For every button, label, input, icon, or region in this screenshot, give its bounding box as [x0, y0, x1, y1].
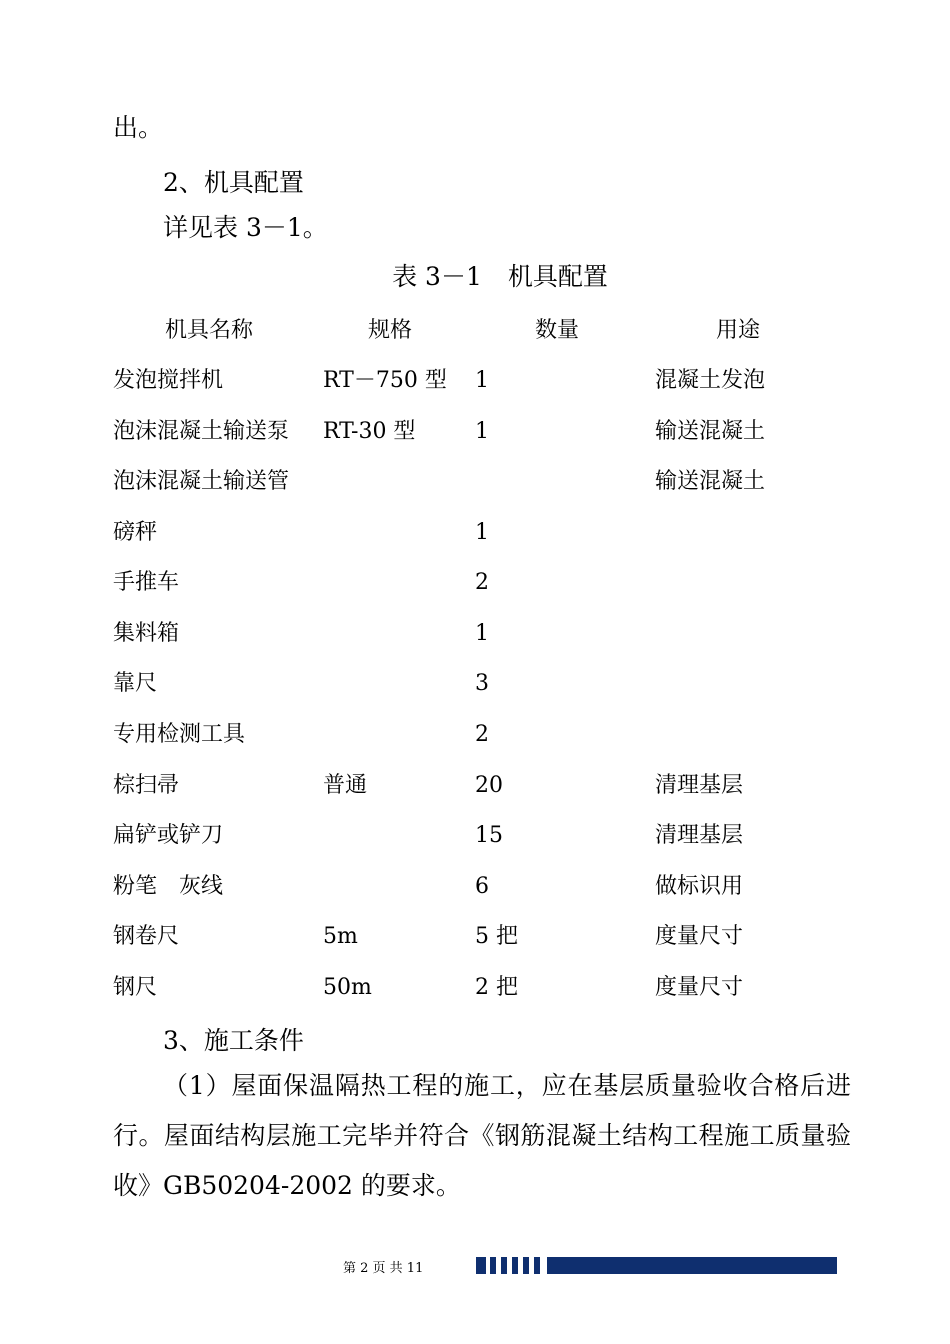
cell-quantity: 1 [475, 621, 489, 646]
table-row [0, 619, 950, 649]
cell-name: 泡沫混凝土输送管 [113, 469, 290, 494]
header-name: 机具名称 [165, 318, 254, 343]
table-caption-title: 机具配置 [507, 262, 608, 291]
cell-quantity: 2 把 [475, 975, 518, 1000]
cell-quantity: 2 [475, 570, 489, 595]
table-row [0, 771, 950, 801]
table-row [0, 872, 950, 902]
table-row [0, 821, 950, 851]
cell-quantity: 2 [475, 722, 489, 747]
page-number: 第 2 页 共 11 [343, 1261, 424, 1276]
cell-quantity: 6 [475, 874, 489, 899]
cell-quantity: 1 [475, 520, 489, 545]
table-row [0, 973, 950, 1003]
line-continuation: 出。 [113, 113, 164, 142]
cell-spec: 50m [323, 975, 372, 1000]
cell-quantity: 1 [475, 419, 489, 444]
table-header-row [0, 316, 950, 346]
cell-name: 磅秤 [113, 520, 158, 545]
cell-name: 集料箱 [113, 621, 180, 646]
cell-spec: 5m [323, 924, 358, 949]
cell-name: 专用检测工具 [113, 722, 246, 747]
cell-usage: 输送混凝土 [655, 419, 766, 444]
section-2-title: 2、机具配置 [163, 168, 304, 197]
footer-bar-stripe [476, 1257, 486, 1274]
cell-spec: RT－750 型 [323, 368, 447, 393]
header-spec: 规格 [368, 318, 413, 343]
header-quantity: 数量 [535, 318, 580, 343]
cell-quantity: 3 [475, 671, 489, 696]
cell-usage: 输送混凝土 [655, 469, 766, 494]
footer-bar-stripe [523, 1257, 529, 1274]
cell-quantity: 20 [475, 773, 503, 798]
cell-name: 扁铲或铲刀 [113, 823, 224, 848]
footer-bar-stripe [490, 1257, 496, 1274]
footer-bar-stripe [501, 1257, 507, 1274]
section-2-reference: 详见表 3－1。 [163, 213, 328, 242]
footer-bar-stripe [547, 1257, 837, 1274]
cell-usage: 清理基层 [655, 823, 744, 848]
table-row [0, 518, 950, 548]
cell-name: 棕扫帚 [113, 773, 180, 798]
footer-decorative-bar [476, 1257, 837, 1274]
cell-usage: 度量尺寸 [655, 975, 744, 1000]
cell-name: 粉笔 灰线 [113, 874, 224, 899]
cell-usage: 做标识用 [655, 874, 744, 899]
paragraph-3-1: （1）屋面保温隔热工程的施工，应在基层质量验收合格后进行。屋面结构层施工完毕并符合《钢筋混凝土结构工程施工质量验收》GB50204-2002 的要求。 [113, 1071, 851, 1200]
table-caption [0, 262, 950, 292]
cell-name: 钢卷尺 [113, 924, 180, 949]
table-row [0, 669, 950, 699]
footer-bar-stripe [534, 1257, 540, 1274]
cell-name: 靠尺 [113, 671, 158, 696]
cell-usage: 混凝土发泡 [655, 368, 766, 393]
cell-spec: 普通 [323, 773, 368, 798]
cell-quantity: 1 [475, 368, 489, 393]
section-3-title: 3、施工条件 [163, 1026, 304, 1055]
cell-name: 泡沫混凝土输送泵 [113, 419, 290, 444]
cell-usage: 清理基层 [655, 773, 744, 798]
cell-usage: 度量尺寸 [655, 924, 744, 949]
table-caption-number: 表 3－1 [392, 262, 482, 291]
footer-bar-stripe [512, 1257, 518, 1274]
cell-quantity: 5 把 [475, 924, 518, 949]
table-row [0, 366, 950, 396]
header-usage: 用途 [716, 318, 761, 343]
cell-quantity: 15 [475, 823, 503, 848]
table-row [0, 720, 950, 750]
cell-name: 手推车 [113, 570, 180, 595]
table-row [0, 922, 950, 952]
table-row [0, 568, 950, 598]
cell-spec: RT-30 型 [323, 419, 416, 444]
table-row [0, 467, 950, 497]
table-row [0, 417, 950, 447]
cell-name: 发泡搅拌机 [113, 368, 224, 393]
cell-name: 钢尺 [113, 975, 158, 1000]
